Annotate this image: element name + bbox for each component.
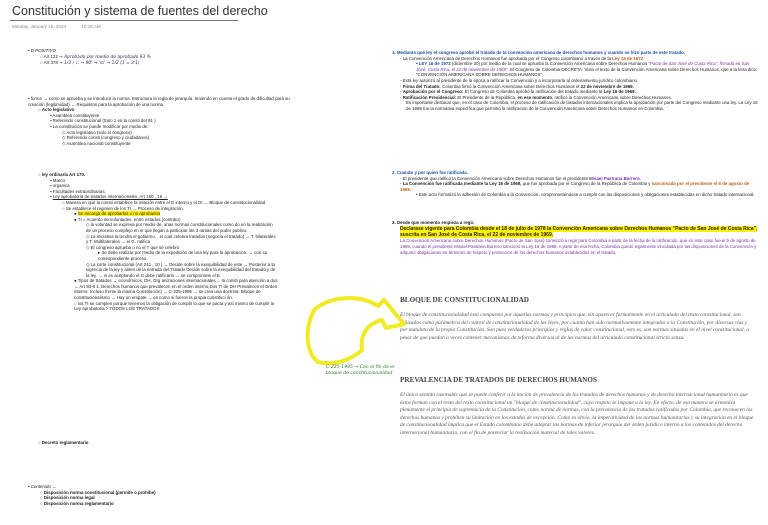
list-item: ○ Decreto reglamentario <box>38 440 89 445</box>
list-item: - Aprobación por el Congreso: El Congreso de Colombia aprobó la ratificación del tratado mediante la Ley 16 de 1969. <box>400 89 636 95</box>
q1-block <box>392 50 758 112</box>
left-contenido <box>28 484 156 506</box>
handwritten-arrow-stroke <box>308 298 404 363</box>
list-item: • Contenido → <box>28 484 57 489</box>
list-item: • Este acto formalizó la adhesión de Colombia a la Convención, comprometiéndose a cumplir con las disposiciones y obligaciones establecidas en dicho tratado internacional. <box>416 192 755 198</box>
list-item: ○ ley ordinaria Art 170. <box>38 172 86 177</box>
list-item: ▸ Se debe realizar por medio de la expedición de una ley para la aprobación. → con su correspondiente proceso. <box>98 250 268 261</box>
list-item: ▪ La constitución se puede modificar por medio de: <box>50 123 149 129</box>
list-item: ▪ Asamblea constituyente <box>50 112 100 118</box>
list-item: ○ los TI se cumplen porque tenemos la obligación de cumplir lo que se pacta y así mismo de cumplir la Ley aprobatoria > TODOS LOS TRATADOS <box>74 300 275 312</box>
list-item: ◇ Asamblea nacional constituyente <box>62 140 131 146</box>
question-2: 2. Cuando y por quien fue ratificada. <box>392 170 468 175</box>
list-item: ◇ Acto legislativo (solo el congreso) <box>62 129 132 135</box>
left-forma <box>28 96 296 146</box>
prevalencia-text: El único sentido razonable que se puede conferir a la noción de prevalencia de los tratados de derechos humanos y de derecho internacional humanitario es que éstos forman con el resto del texto constitucional un "bloque de constitucionalidad", cuyo respeto se impone a la ley. En efecto, de esa manera se armoniza plenamente el principio de supremacía de la Constitución, como norma de normas, con la prevalencia de los tratados ratificados por Colombia, que reconocen los derechos humanos y prohíben su limitación en los estados de excepción. Como es obvio, la imperatividad de las normas humanitarias y su integración en el bloque de constitucionalidad implica que el Estado colombiano debe adaptar las normas de inferior jerarquía del orden jurídico interno a los contenidos del derecho internacional humanitario, con el fin de potenciar la realización material de tales valores. <box>400 392 754 436</box>
list-item: - La Convención fue ratificada mediante la Ley 16 de 1969, que fue aprobada por el Congreso de la República de Colombia y sancionada por el presidente el 5 de agosto de 1969. <box>400 181 750 192</box>
list-item: ◇ La corte constitucional (Art 241 , 10 ) → Decide sobre la exequibilidad de este → Posterior a la vigencia de la ley y antes de la entrada del Tratado Decide sobre la exequibilidad del tratado y de la ley. → si es aceptando el G debe ratificarlo → se compromete el E. <box>86 261 276 278</box>
list-item: - La Convención Americana de Derechos Humanos fue aprobada por el Congreso colombiano a través de la Ley 16 de 1972 <box>400 55 644 61</box>
question-3: 3. Desde que momento empieza a regir. <box>392 220 475 225</box>
list-item: ○ Acto legislativo <box>38 107 75 113</box>
paragraph: Es importante destacar que, en el caso de Colombia, el proceso de ratificación de tratados internacionales implica la aprobación por parte del Congreso mediante una ley. La Ley 16 de 1969 fue la normativa específica que permitió la ratificación de la Convención Americana sobre Derechos Humanos en Colombia. <box>406 100 758 111</box>
list-item: ▪ Ley aprobatoria de tratados internacionales. Art 150 , 16 → <box>50 194 168 200</box>
prevalencia-title: PREVALENCIA DE TRATADOS DE DERECHOS HUMANOS <box>400 376 597 384</box>
list-item: ○ Art 122 → Aprobado por medio de aprobado 93 % <box>40 53 151 60</box>
list-item: ◇ El congreso aprueba o no el T que se celebró <box>86 244 180 250</box>
list-item: ● TI = Acuerdo de voluntades. entre estados (contrato) <box>74 216 181 222</box>
page-title: Constitución y sistema de fuentes del derecho <box>12 4 268 18</box>
list-item: ○ Disposición norma legal <box>40 495 95 501</box>
list-item: ▪ organica <box>50 183 70 189</box>
bloque-title: BLOQUE DE CONSTITUCIONALIDAD <box>400 296 529 304</box>
question-1: 1. Mediante qué ley el congreso aprobó el tratado de la convención americana de derechos humanos y cuando se hizo parte de este tratado. <box>392 50 686 55</box>
list-item: - Esta ley autorizó al presidente de la época a ratificar la Convención y a incorporarla al ordenamiento jurídico colombiano. <box>400 77 639 83</box>
list-item: - Ratificación Presidencial: El Presidente de la República, en ese momento, ratificó la Convención Americana sobre Derechos Humanos. <box>400 94 672 100</box>
list-item: ◇ Referendo consti (congreso y ciudadanos) <box>62 135 150 141</box>
list-item: ○ Se establece el regimen de los TI → Proceso de integración. <box>62 205 184 211</box>
handwritten-note: C-225-1995 → Con el fin de el bloque de constitucionalidad <box>326 365 395 376</box>
list-item: • LEY 16 de 1972 (diciembre 30) por medio de la cual se aprueba la Convención Americana sobre Derechos Humanos "Pacto de San José de Costa Rica", firmado en San José, Costa Rica, el 22 de noviembre de 1969". El Congreso de Colombia DECRETA: Visto el texto de la Convención Americana sobre Derechos Humanos, que a la letra dice: "CONVENCIÓN AMERICANA SOBRE DERECHOS HUMANOS" <box>416 61 758 78</box>
list-item: • forma → como se aprueba y se introduce la norma. Estructura la regla de jerarquía. teniendo en cuenta el grado de dificultad para su creación (legitimidad) → Requisitos para la aprobación de una norma. <box>28 96 290 107</box>
page-date: Monday, January 15, 2024 <box>12 24 67 29</box>
left-notes <box>28 48 368 67</box>
q2-block <box>392 170 758 198</box>
list-item: ◇ La iniciativa la tendra el gobierno. , el cual celebra tratados (negocia el tratado) → T. bilaterales y T. Multilaterales → el G. ratifica <box>86 233 276 245</box>
list-item: ○ Art 378 → 1/3 / ⊂ → 90' → 'lo' → 1/2 (1 = 3'1) <box>40 60 140 67</box>
left-ley <box>38 172 308 312</box>
list-item: - Firma del Tratado: Colombia firmó la Convención Americana sobre Derechos Humanos el 22 de noviembre de 1969. <box>400 83 634 89</box>
list-item: ○ Manera en que la consti establece la relación entre el D interno y el DI → Bloque de constitucionalidad <box>62 199 266 205</box>
left-decreto <box>38 440 88 446</box>
q3-block <box>392 220 758 255</box>
list-item: ▪ Referendo constitucional (Solo 1 en la consti del 91 ) <box>50 118 156 124</box>
list-item: - El presidente que ratificó la Convención Americana sobre Derechos Humanos fue el presidente Misael Pastrana Borrero. <box>400 175 641 181</box>
list-item: ◇ la voluntad se expresa por medio de, unas normas constitucionales como do en la realización de un proceso complejo en el que llegan a participar las 3 ramas del poder publico. <box>86 222 273 233</box>
paragraph: La Convención Americana sobre Derechos Humanos (Pacto de San José) comenzó a regir para Colombia a partir de la fecha de la ratificación, que en este caso fue el 5 de agosto de 1969, cuando el presidente Misael Pastrana Borrero sancionó la Ley 16 de 1969. A partir de esa fecha, Colombia quedó legalmente vinculada por las disposiciones de la Convención y adquirió obligaciones en términos de respeto y protección de los derechos humanos establecidos en el tratado. <box>400 238 757 255</box>
list-item: • D POSITIVO <box>28 48 56 53</box>
page-time: 10:18 AM <box>81 24 101 29</box>
list-item: ▪ Facultades extraordinarias. <box>50 188 106 194</box>
list-item: ● Se encarga de aprobarlos o no aprobarlos <box>74 211 161 217</box>
title-divider <box>10 20 238 21</box>
page-meta <box>12 24 115 29</box>
list-item: ▪ Marco <box>50 177 65 183</box>
bloque-text: El bloque de constitucionalidad está compuesto por aquellas normas y principios que, sin aparecer formalmente en el articulado del texto constitucional, son utilizados como parámetros del control de constitucionalidad de las leyes, por cuanto han sido normativamente integrados a la Constitución, por diversas vías y por mandato de la propia Constitución. Son pues verdaderos principios y reglas de valor constitucional, esto es, son normas situadas en el nivel constitucional, a pesar de que puedan a veces contener mecanismos de reforma diversos al de las normas del articulado constitucional stricto sensu. <box>400 312 749 341</box>
list-item: ○ Disposición norma constitucional (permite o prohíbe) <box>40 489 156 495</box>
highlight-paragraph: Declarase vigente para Colombia desde el 18 de julio de 1978 la Convención Americana sobre Derechos Humanos "Pacto de San José de Costa Rica", suscrita en San José de Costa Rica, el 22 de noviembre de 1969. <box>400 225 758 238</box>
list-item: ● Tipos de tratados → económicos, DH, Org anizaciones internacionales ... la consti para atención a dos → Art 93-9 1. Derechos humanos que prevalecen en el orden interno.Dos TI de DH Prevalecen el Orden interno: Incluso frente la misma Constitución) → C-225-1995 → se crea una doctrina: Bloque de constitucionalismo → Hay un empate → es como si fueron la propia constituci ón. <box>74 278 278 301</box>
list-item: ○ Disposición norma reglamentario <box>40 500 114 506</box>
